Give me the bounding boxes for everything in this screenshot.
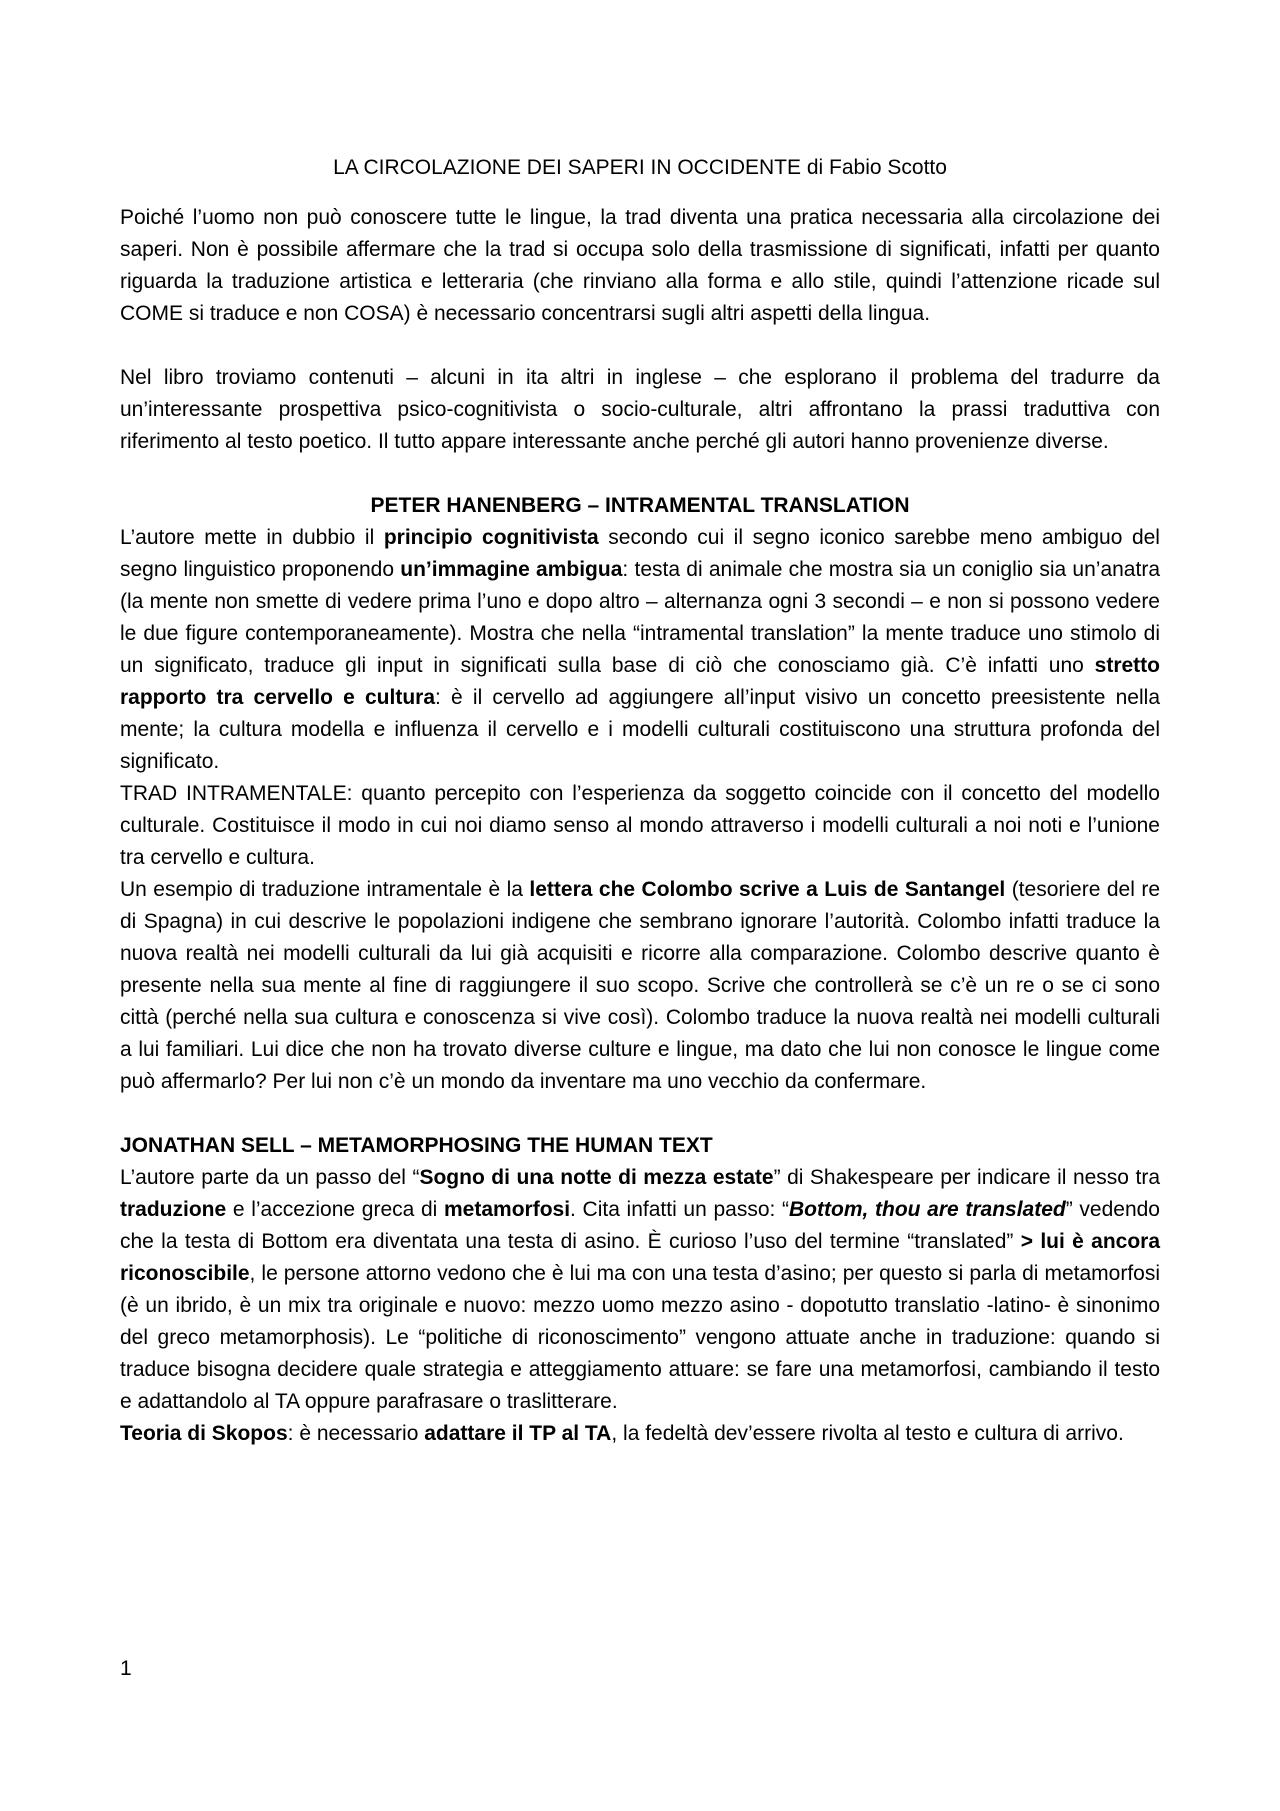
hanenberg-paragraph-3 bbox=[120, 874, 1160, 1098]
text-run: . Cita infatti un passo: “ bbox=[570, 1198, 790, 1221]
document-title: LA CIRCOLAZIONE DEI SAPERI IN OCCIDENTE di Fabio Scotto bbox=[333, 156, 947, 179]
text-run: : testa di animale che mostra sia un coniglio sia un’anatra (la mente non smette di vedere prima l’uno e dopo altro – alternanza ogni 3 secondi – e non si possono vedere le due figure contemporaneamente). Mostra che nella “intramental translation” la mente traduce uno stimolo di un significato, traduce gli input in significati sulla base di ciò che conosciamo già. C’è infatti uno bbox=[120, 558, 1160, 677]
section-heading-hanenberg: PETER HANENBERG – INTRAMENTAL TRANSLATION bbox=[370, 494, 910, 517]
sell-paragraph-2 bbox=[120, 1418, 1160, 1450]
text-run: secondo cui il segno iconico sarebbe meno ambiguo del segno linguistico proponendo bbox=[120, 526, 1160, 581]
text-run: Un esempio di traduzione intramentale è la bbox=[120, 878, 530, 901]
bold-run: stretto rapporto tra cervello e cultura bbox=[120, 654, 1160, 709]
bold-run: metamorfosi bbox=[444, 1198, 571, 1221]
text-run: (tesoriere del re di Spagna) in cui descrive le popolazioni indigene che sembrano ignorare l’autorità. Colombo infatti traduce la nuova realtà nei modelli culturali da lui già acquisiti e ricorre alla comparazione. Colombo descrive quanto è presente nella sua mente al fine di raggiungere il suo scopo. Scrive che controllerà se c’è un re o se ci sono città (perché nella sua cultura e conoscenza si vive così). Colombo traduce la nuova realtà nei modelli culturali a lui familiari. Lui dice che non ha trovato diverse culture e lingue, ma dato che lui non conosce le lingue come può affermarlo? Per lui non c’è un mondo da inventare ma uno vecchio da confermare. bbox=[120, 878, 1160, 1093]
text-run: , la fedeltà dev’essere rivolta al testo e cultura di arrivo. bbox=[611, 1422, 1124, 1445]
bold-run: adattare il TP al TA bbox=[424, 1422, 612, 1445]
bold-run: Sogno di una notte di mezza estate bbox=[419, 1166, 774, 1189]
sell-paragraph-1 bbox=[120, 1162, 1160, 1418]
paragraph-spacer bbox=[120, 458, 1160, 490]
bold-run: lettera che Colombo scrive a Luis de Santangel bbox=[529, 878, 1006, 901]
intro-paragraph-1: Poiché l’uomo non può conoscere tutte le lingue, la trad diventa una pratica necessaria alla circolazione dei saperi. Non è possibile affermare che la trad si occupa solo della trasmissione di significati, infatti per quanto riguarda la traduzione artistica e letteraria (che rinviano alla forma e allo stile, quindi l’attenzione ricade sul COME si traduce e non COSA) è necessario concentrarsi sugli altri aspetti della lingua. bbox=[120, 206, 1160, 325]
section-heading-sell: JONATHAN SELL – METAMORPHOSING THE HUMAN TEXT bbox=[120, 1134, 713, 1157]
paragraph-spacer bbox=[120, 330, 1160, 362]
bold-run: Teoria di Skopos bbox=[120, 1422, 288, 1445]
text-run: , le persone attorno vedono che è lui ma con una testa d’asino; per questo si parla di metamorfosi (è un ibrido, è un mix tra originale e nuovo: mezzo uomo mezzo asino - dopotutto translatio -latino- è sinonimo del greco metamorphosis). Le “politiche di riconoscimento” vengono attuate anche in traduzione: quando si traduce bisogna decidere quale strategia e atteggiamento attuare: se fare una metamorfosi, cambiando il testo e adattandolo al TA oppure parafrasare o traslitterare. bbox=[120, 1262, 1160, 1413]
page-number: 1 bbox=[120, 1657, 132, 1680]
hanenberg-paragraph-1 bbox=[120, 522, 1160, 778]
text-run: L’autore mette in dubbio il bbox=[120, 526, 384, 549]
text-run: ” di Shakespeare per indicare il nesso tra bbox=[773, 1166, 1161, 1189]
bold-run: principio cognitivista bbox=[383, 526, 599, 549]
text-run: L’autore parte da un passo del “ bbox=[120, 1166, 420, 1189]
text-run: : è il cervello ad aggiungere all’input visivo un concetto preesistente nella mente; la cultura modella e influenza il cervello e i modelli culturali costituiscono una struttura profonda del significato. bbox=[120, 686, 1160, 773]
paragraph-spacer bbox=[120, 1098, 1160, 1130]
bold-run: > lui è ancora riconoscibile bbox=[120, 1230, 1161, 1285]
text-run: ” vedendo che la testa di Bottom era diventata una testa di asino. È curioso l’uso del termine “translated” bbox=[120, 1198, 1160, 1253]
bold-run: traduzione bbox=[120, 1198, 227, 1221]
text-run: : è necessario bbox=[287, 1422, 425, 1445]
text-run: e l’accezione greca di bbox=[226, 1198, 444, 1221]
bold-run: un’immagine ambigua bbox=[400, 558, 623, 581]
intro-paragraph-2: Nel libro troviamo contenuti – alcuni in ita altri in inglese – che esplorano il problema del tradurre da un’interessante prospettiva psico-cognitivista o socio-culturale, altri affrontano la prassi traduttiva con riferimento al testo poetico. Il tutto appare interessante anche perché gli autori hanno provenienze diverse. bbox=[120, 366, 1160, 453]
hanenberg-paragraph-2: TRAD INTRAMENTALE: quanto percepito con l’esperienza da soggetto coincide con il concetto del modello culturale. Costituisce il modo in cui noi diamo senso al mondo attraverso i modelli culturali a noi noti e l’unione tra cervello e cultura. bbox=[120, 782, 1160, 869]
bold-italic-run: Bottom, thou are translated bbox=[789, 1198, 1066, 1221]
